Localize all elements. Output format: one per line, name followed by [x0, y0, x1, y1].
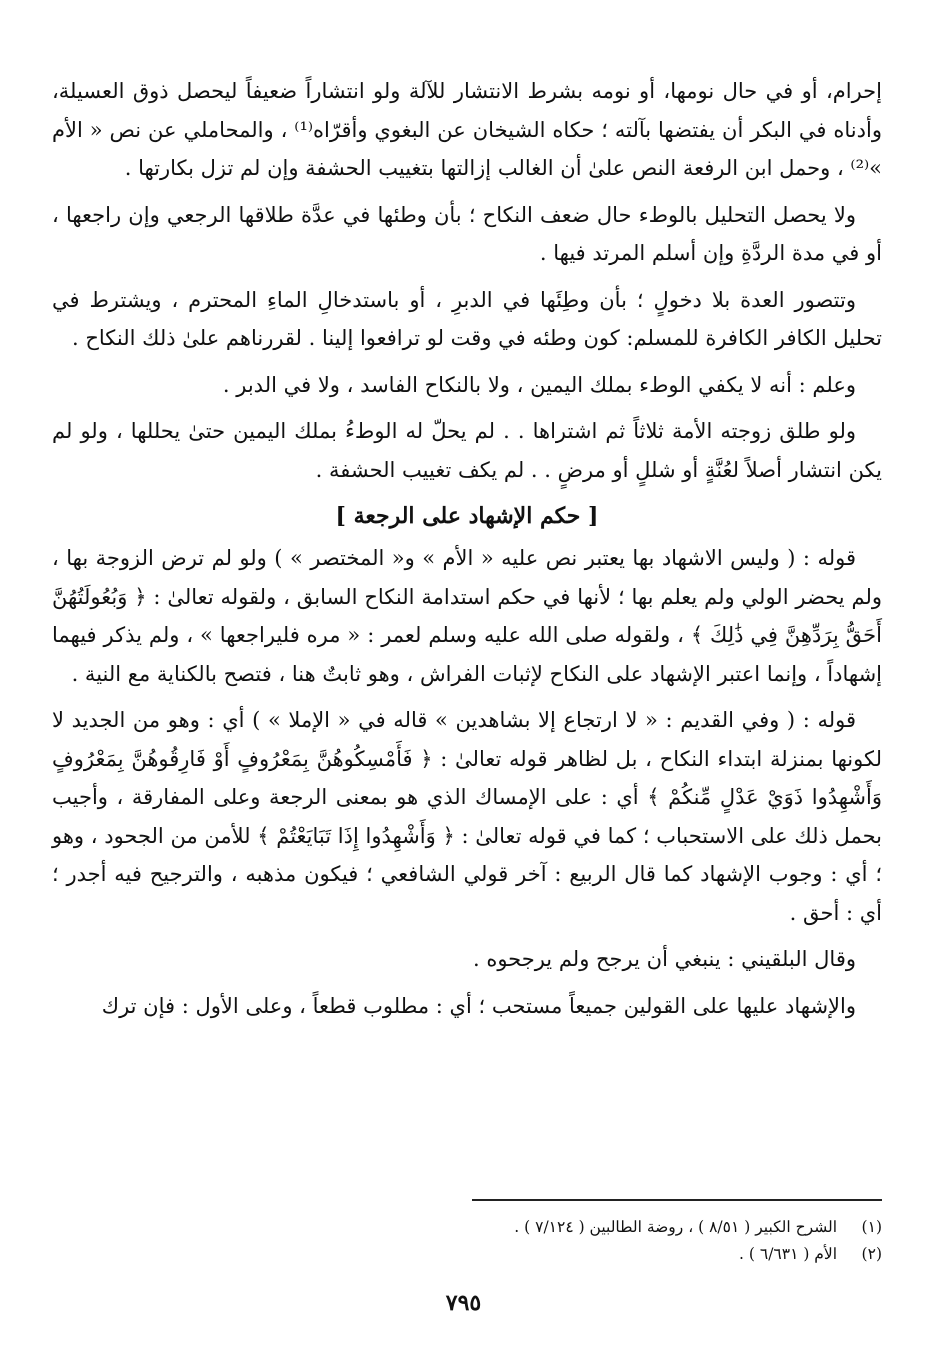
footnote-number: (١) — [861, 1218, 882, 1236]
paragraph-8: وقال البلقيني : ينبغي أن يرجح ولم يرجحوه . — [472, 947, 856, 971]
footnote-text: الأم ( ٦/٦٣١ ) . — [739, 1245, 838, 1263]
paragraph-9: والإشهاد عليها على القولين جميعاً مستحب ؛ أي : مطلوب قطعاً ، وعلى الأول : فإن ترك — [101, 993, 856, 1018]
footnote-2 — [322, 1241, 882, 1268]
paragraph-2: ولا يحصل التحليل بالوطء حال ضعف النكاح ؛ بأن وطئها في عدَّة طلاقها الرجعي وإن راجعها ، أو في مدة الردَّةِ وإن أسلم المرتد فيها . — [52, 202, 882, 265]
footnotes — [322, 1214, 882, 1268]
paragraph-3: وتتصور العدة بلا دخولٍ ؛ بأن وطِئَها في الدبرِ ، أو باستدخالِ الماءِ المحترم ، ويشترط في تحليل الكافر الكافرة للمسلم: كون وطئه في وقت لو ترافعوا إلينا . لقررناهم علىٰ ذلك النكاح . — [52, 287, 882, 350]
page-body — [52, 72, 882, 1033]
footnote-1 — [322, 1214, 882, 1241]
paragraph-5: ولو طلق زوجته الأمة ثلاثاً ثم اشتراها . . لم يحلّ له الوطءُ بملك اليمين حتىٰ يحللها ، ولو لم يكن انتشار أصلاً لعُنَّةٍ أو شللٍ أو مرضٍ . . لم يكف تغييب الحشفة . — [52, 419, 882, 482]
section-heading: [ حكم الإشهاد على الرجعة ] — [335, 503, 599, 529]
paragraph-6: قوله : ( وليس الاشهاد بها يعتبر نص عليه « الأم » و« المختصر » ) ولو لم ترض الزوجة بها ، ولم يحضر الولي ولم يعلم بها ؛ لأنها في حكم استدامة النكاح السابق ، ولقوله تعالىٰ : ﴿ وَبُعُولَتُهُنَّ أَحَقُّ بِرَدِّهِنَّ فِي ذَٰلِكَ ﴾ ، ولقوله صلى الله عليه وسلم لعمر : « مره فليراجعها » ، ولم يذكر فيهما إشهاداً ، وإنما اعتبر الإشهاد على النكاح لإثبات الفراش ، وهو ثابتٌ هنا ، فتصح بالكناية مع النية . — [52, 546, 882, 686]
paragraph-4: وعلم : أنه لا يكفي الوطء بملك اليمين ، ولا بالنكاح الفاسد ، ولا في الدبر . — [222, 372, 856, 397]
footnote-text: الشرح الكبير ( ٨/٥١ ) ، روضة الطالبين ( ٧/١٢٤ ) . — [514, 1218, 838, 1236]
page-number: ٧٩٥ — [445, 1290, 482, 1316]
paragraph-1: إحرام، أو في حال نومها، أو نومه بشرط الانتشار للآلة ولو انتشاراً ضعيفاً ليحصل ذوق العسيلة، وأدناه في البكر أن يفتضها بآلته ؛ حكاه الشيخان عن البغوي وأقرّاه⁽¹⁾ ، والمحاملي عن نص « الأم »⁽²⁾ ، وحمل ابن الرفعة النص علىٰ أن الغالب إزالتها بتغييب الحشفة وإن لم تزل بكارتها . — [52, 79, 882, 180]
paragraph-7: قوله : ( وفي القديم : « لا ارتجاع إلا بشاهدين » قاله في « الإملا » ) أي : وهو من الجديد لا لكونها بمنزلة ابتداء النكاح ، بل لظاهر قوله تعالىٰ : ﴿ فَأَمْسِكُوهُنَّ بِمَعْرُوفٍ أَوْ فَارِقُوهُنَّ بِمَعْرُوفٍ وَأَشْهِدُوا ذَوَيْ عَدْلٍ مِّنكُمْ ﴾ أي : على الإمساك الذي هو بمعنى الرجعة وعلى المفارقة ، وأجيب بحمل ذلك على الاستحباب ؛ كما في قوله تعالىٰ : ﴿ وَأَشْهِدُوا إِذَا تَبَايَعْتُمْ ﴾ للأمن من الجحود ، وهو ؛ أي : وجوب الإشهاد كما قال الربيع : آخر قولي الشافعي ؛ فيكون مذهبه ، والترجيح فيه أجدر ؛ أي : أحق . — [52, 708, 882, 925]
footnote-number: (٢) — [861, 1245, 882, 1263]
footnote-divider — [472, 1199, 882, 1201]
